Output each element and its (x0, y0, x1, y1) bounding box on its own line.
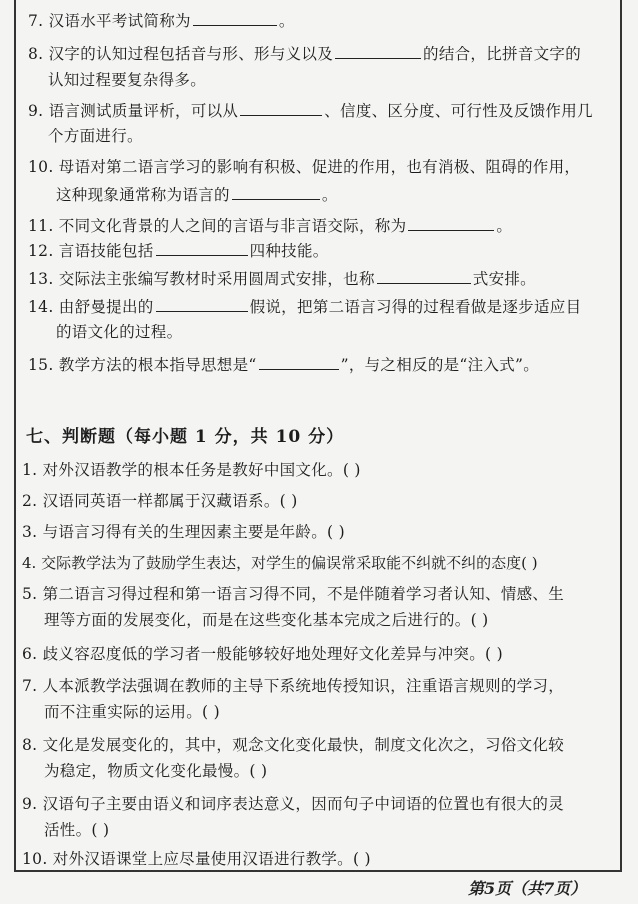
question-text: 四种技能。 (249, 242, 329, 260)
tf-text: 10. 对外汉语课堂上应尽量使用汉语进行教学。( ) (22, 850, 371, 868)
tf-item-8-line2 (44, 759, 638, 784)
tf-item-3 (22, 520, 628, 545)
section-title: 七、判断题（每小题 1 分，共 10 分） (26, 427, 345, 447)
tf-item-5 (22, 582, 628, 607)
question-9-line2 (48, 124, 638, 149)
question-text: 10. 母语对第二语言学习的影响有积极、促进的作用，也有消极、阻碍的作用， (28, 158, 581, 176)
answer-blank[interactable] (156, 294, 248, 312)
question-14-line2 (56, 320, 638, 345)
answer-blank[interactable] (156, 238, 248, 256)
tf-item-7 (22, 674, 628, 699)
tf-item-8 (22, 733, 628, 758)
tf-item-9-line2 (44, 818, 638, 843)
tf-text: 9. 汉语句子主要由语义和词序表达意义，因而句子中词语的位置也有很大的灵 (22, 795, 565, 813)
tf-text: 7. 人本派教学法强调在教师的主导下系统地传授知识，注重语言规则的学习， (22, 677, 565, 695)
question-text: 15. 教学方法的根本指导思想是“ (28, 356, 257, 374)
tf-item-6 (22, 642, 628, 667)
answer-blank[interactable] (408, 213, 494, 231)
question-text: 个方面进行。 (48, 127, 143, 145)
answer-blank[interactable] (377, 266, 471, 284)
question-text: 的结合，比拼音文字的 (423, 45, 582, 63)
answer-blank[interactable] (232, 182, 320, 200)
question-text: 11. 不同文化背景的人之间的言语与非言语交际，称为 (28, 217, 407, 235)
question-10 (28, 155, 634, 180)
question-text: 这种现象通常称为语言的 (56, 186, 230, 204)
question-text: 9. 语言测试质量评析，可以从 (28, 102, 239, 120)
question-14 (28, 294, 634, 320)
question-text: 12. 言语技能包括 (28, 242, 154, 260)
question-text: 8. 汉字的认知过程包括音与形、形与义以及 (28, 45, 334, 63)
question-text: 式安排。 (472, 270, 536, 288)
question-10-line2 (56, 182, 638, 208)
answer-blank[interactable] (335, 41, 421, 59)
tf-text: 8. 文化是发展变化的，其中，观念文化变化最快，制度文化次之，习俗文化较 (22, 736, 565, 754)
page-frame (14, 0, 622, 872)
tf-text: 4. 交际教学法为了鼓励学生表达，对学生的偏误常采取能不纠就不纠的态度( ) (22, 554, 538, 572)
answer-blank[interactable] (193, 8, 277, 26)
question-text: ”，与之相反的是“注入式”。 (340, 356, 540, 374)
tf-item-2 (22, 489, 628, 514)
question-12 (28, 238, 634, 264)
tf-text: 3. 与语言习得有关的生理因素主要是年龄。( ) (22, 523, 345, 541)
question-7 (28, 8, 634, 34)
tf-text: 6. 歧义容忍度低的学习者一般能够较好地处理好文化差异与冲突。( ) (22, 645, 503, 663)
question-text: 认知过程要复杂得多。 (48, 71, 207, 89)
tf-text: 理等方面的发展变化，而是在这些变化基本完成之后进行的。( ) (44, 611, 489, 629)
question-text: 。 (321, 186, 338, 204)
question-9 (28, 98, 634, 124)
tf-item-10 (22, 847, 628, 872)
answer-blank[interactable] (240, 98, 322, 116)
question-8 (28, 41, 634, 67)
question-13 (28, 266, 634, 292)
question-text: 。 (278, 12, 295, 30)
question-15 (28, 352, 634, 378)
question-text: 的语文化的过程。 (56, 323, 183, 341)
question-11 (28, 213, 634, 239)
tf-item-5-line2 (44, 608, 638, 633)
tf-text: 活性。( ) (44, 821, 110, 839)
tf-text: 5. 第二语言习得过程和第一语言习得不同，不是伴随着学习者认知、情感、生 (22, 585, 565, 603)
question-8-line2 (48, 68, 638, 93)
question-text: 14. 由舒曼提出的 (28, 298, 154, 316)
answer-blank[interactable] (259, 352, 339, 370)
tf-text: 2. 汉语同英语一样都属于汉藏语系。( ) (22, 492, 298, 510)
tf-item-9 (22, 792, 628, 817)
tf-item-7-line2 (44, 700, 638, 725)
question-text: 。 (496, 217, 513, 235)
question-text: 7. 汉语水平考试简称为 (28, 12, 191, 30)
question-text: 、信度、区分度、可行性及反馈作用几 (324, 102, 593, 120)
tf-item-1 (22, 458, 628, 483)
tf-text: 为稳定，物质文化变化最慢。( ) (44, 762, 268, 780)
question-text: 假说，把第二语言习得的过程看做是逐步适应目 (249, 298, 582, 316)
tf-text: 1. 对外汉语教学的根本任务是教好中国文化。( ) (22, 461, 361, 479)
tf-text: 而不注重实际的运用。( ) (44, 703, 220, 721)
tf-item-4 (22, 551, 628, 576)
question-text: 13. 交际法主张编写教材时采用圆周式安排，也称 (28, 270, 375, 288)
page-number-note: 第5页（共7页） (468, 879, 587, 898)
